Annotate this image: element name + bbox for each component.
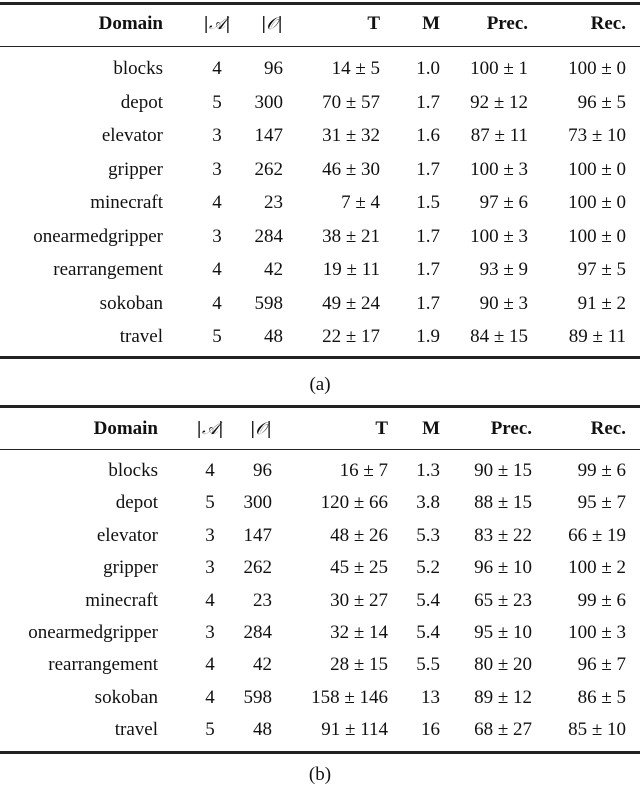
cell-domain: onearmedgripper bbox=[28, 622, 158, 643]
cell-m: 1.5 bbox=[416, 192, 440, 213]
cell-precision: 87 ± 11 bbox=[470, 125, 528, 146]
cell-action-count: 3 bbox=[212, 125, 222, 146]
cell-object-count: 23 bbox=[264, 192, 283, 213]
cell-action-count: 4 bbox=[205, 589, 215, 611]
column-header-action-count: |𝒜| bbox=[196, 419, 224, 439]
column-header-precision: Prec. bbox=[490, 418, 532, 439]
cell-action-count: 5 bbox=[205, 492, 215, 514]
cell-precision: 93 ± 9 bbox=[479, 259, 528, 280]
column-header-recall: Rec. bbox=[590, 13, 626, 34]
cell-action-count: 4 bbox=[212, 292, 222, 314]
cell-time: 49 ± 24 bbox=[322, 292, 380, 314]
cell-precision: 92 ± 12 bbox=[470, 91, 528, 113]
cell-time: 48 ± 26 bbox=[330, 524, 388, 546]
cell-precision: 83 ± 22 bbox=[474, 524, 532, 546]
header-rule bbox=[0, 449, 640, 450]
column-header-precision: Prec. bbox=[486, 13, 528, 34]
cell-time: 31 ± 32 bbox=[322, 125, 380, 146]
cell-object-count: 598 bbox=[254, 292, 283, 314]
cell-domain: minecraft bbox=[85, 589, 158, 611]
cell-object-count: 262 bbox=[254, 158, 283, 180]
cell-recall: 100 ± 0 bbox=[568, 58, 626, 79]
cell-precision: 90 ± 3 bbox=[479, 292, 528, 314]
cell-m: 1.9 bbox=[416, 326, 440, 347]
cell-recall: 100 ± 3 bbox=[568, 622, 626, 643]
table-caption: (b) bbox=[308, 764, 332, 785]
cell-time: 28 ± 15 bbox=[330, 654, 388, 676]
cell-time: 16 ± 7 bbox=[339, 460, 388, 481]
cell-object-count: 96 bbox=[253, 460, 272, 481]
cell-precision: 89 ± 12 bbox=[474, 686, 532, 708]
cell-time: 14 ± 5 bbox=[331, 58, 380, 79]
bottom-rule bbox=[0, 356, 640, 359]
cell-precision: 95 ± 10 bbox=[474, 622, 532, 643]
cell-action-count: 3 bbox=[212, 225, 222, 247]
cell-action-count: 3 bbox=[205, 524, 215, 546]
column-header-m: M bbox=[422, 418, 440, 439]
cell-time: 46 ± 30 bbox=[322, 158, 380, 180]
cell-recall: 95 ± 7 bbox=[577, 492, 626, 514]
cell-time: 45 ± 25 bbox=[330, 557, 388, 579]
cell-precision: 97 ± 6 bbox=[479, 192, 528, 213]
cell-m: 16 bbox=[421, 719, 440, 741]
cell-m: 5.5 bbox=[416, 654, 440, 676]
cell-domain: elevator bbox=[96, 524, 158, 546]
header-rule bbox=[0, 46, 640, 47]
cell-m: 1.7 bbox=[416, 259, 440, 280]
cell-action-count: 4 bbox=[205, 460, 215, 481]
cell-m: 5.3 bbox=[416, 524, 440, 546]
cell-recall: 99 ± 6 bbox=[577, 589, 626, 611]
cell-m: 5.4 bbox=[416, 589, 440, 611]
cell-m: 13 bbox=[421, 686, 440, 708]
cell-m: 1.7 bbox=[416, 225, 440, 247]
cell-time: 158 ± 146 bbox=[311, 686, 388, 708]
column-header-object-count: |𝒪| bbox=[249, 419, 272, 439]
cell-domain: blocks bbox=[113, 58, 163, 79]
cell-domain: rearrangement bbox=[53, 259, 163, 280]
cell-recall: 100 ± 0 bbox=[568, 158, 626, 180]
cell-m: 3.8 bbox=[416, 492, 440, 514]
column-header-time: T bbox=[375, 418, 388, 439]
cell-domain: minecraft bbox=[90, 192, 163, 213]
cell-domain: onearmedgripper bbox=[33, 225, 163, 247]
cell-action-count: 5 bbox=[212, 91, 222, 113]
cell-action-count: 4 bbox=[212, 192, 222, 213]
cell-domain: sokoban bbox=[94, 686, 158, 708]
cell-object-count: 96 bbox=[264, 58, 283, 79]
cell-recall: 91 ± 2 bbox=[577, 292, 626, 314]
cell-object-count: 598 bbox=[243, 686, 272, 708]
cell-recall: 86 ± 5 bbox=[577, 686, 626, 708]
cell-action-count: 4 bbox=[212, 58, 222, 79]
cell-m: 5.4 bbox=[416, 622, 440, 643]
cell-recall: 85 ± 10 bbox=[568, 719, 626, 741]
cell-m: 1.3 bbox=[416, 460, 440, 481]
cell-time: 91 ± 114 bbox=[321, 719, 388, 741]
cell-action-count: 4 bbox=[212, 259, 222, 280]
cell-domain: depot bbox=[115, 492, 158, 514]
cell-m: 1.7 bbox=[416, 292, 440, 314]
cell-object-count: 48 bbox=[253, 719, 272, 741]
column-header-recall: Rec. bbox=[590, 418, 626, 439]
cell-recall: 73 ± 10 bbox=[568, 125, 626, 146]
cell-action-count: 3 bbox=[212, 158, 222, 180]
cell-recall: 96 ± 5 bbox=[577, 91, 626, 113]
cell-domain: rearrangement bbox=[48, 654, 158, 676]
cell-recall: 100 ± 0 bbox=[568, 192, 626, 213]
cell-domain: gripper bbox=[108, 158, 163, 180]
cell-object-count: 147 bbox=[254, 125, 283, 146]
column-header-object-count: |𝒪| bbox=[260, 14, 283, 34]
cell-time: 32 ± 14 bbox=[330, 622, 388, 643]
cell-precision: 100 ± 1 bbox=[470, 58, 528, 79]
column-header-time: T bbox=[367, 13, 380, 34]
cell-object-count: 42 bbox=[264, 259, 283, 280]
cell-object-count: 48 bbox=[264, 326, 283, 347]
cell-action-count: 4 bbox=[205, 654, 215, 676]
column-header-action-count: |𝒜| bbox=[203, 14, 231, 34]
cell-time: 30 ± 27 bbox=[330, 589, 388, 611]
cell-time: 19 ± 11 bbox=[322, 259, 380, 280]
top-rule bbox=[0, 2, 640, 5]
cell-domain: depot bbox=[120, 91, 163, 113]
cell-domain: gripper bbox=[103, 557, 158, 579]
cell-action-count: 3 bbox=[205, 622, 215, 643]
cell-object-count: 300 bbox=[243, 492, 272, 514]
cell-action-count: 3 bbox=[205, 557, 215, 579]
cell-recall: 100 ± 0 bbox=[568, 225, 626, 247]
top-rule bbox=[0, 405, 640, 408]
cell-action-count: 5 bbox=[205, 719, 215, 741]
cell-time: 7 ± 4 bbox=[341, 192, 380, 213]
column-header-domain: Domain bbox=[98, 13, 163, 34]
cell-object-count: 284 bbox=[254, 225, 283, 247]
column-header-m: M bbox=[422, 13, 440, 34]
cell-m: 5.2 bbox=[416, 557, 440, 579]
cell-recall: 96 ± 7 bbox=[577, 654, 626, 676]
column-header-domain: Domain bbox=[93, 418, 158, 439]
cell-m: 1.7 bbox=[416, 91, 440, 113]
cell-precision: 96 ± 10 bbox=[474, 557, 532, 579]
cell-m: 1.6 bbox=[416, 125, 440, 146]
cell-recall: 97 ± 5 bbox=[577, 259, 626, 280]
cell-domain: sokoban bbox=[99, 292, 163, 314]
cell-action-count: 4 bbox=[205, 686, 215, 708]
cell-time: 120 ± 66 bbox=[320, 492, 388, 514]
cell-object-count: 284 bbox=[243, 622, 272, 643]
cell-time: 22 ± 17 bbox=[322, 326, 380, 347]
cell-recall: 99 ± 6 bbox=[577, 460, 626, 481]
bottom-rule bbox=[0, 751, 640, 754]
cell-recall: 66 ± 19 bbox=[568, 524, 626, 546]
cell-object-count: 23 bbox=[253, 589, 272, 611]
cell-precision: 100 ± 3 bbox=[470, 225, 528, 247]
cell-domain: travel bbox=[114, 719, 158, 741]
cell-action-count: 5 bbox=[212, 326, 222, 347]
cell-recall: 89 ± 11 bbox=[568, 326, 626, 347]
cell-recall: 100 ± 2 bbox=[568, 557, 626, 579]
cell-precision: 90 ± 15 bbox=[474, 460, 532, 481]
cell-precision: 100 ± 3 bbox=[470, 158, 528, 180]
cell-time: 38 ± 21 bbox=[322, 225, 380, 247]
cell-m: 1.0 bbox=[416, 58, 440, 79]
cell-time: 70 ± 57 bbox=[322, 91, 380, 113]
cell-precision: 65 ± 23 bbox=[474, 589, 532, 611]
cell-domain: travel bbox=[119, 326, 163, 347]
cell-domain: blocks bbox=[108, 460, 158, 481]
cell-object-count: 300 bbox=[254, 91, 283, 113]
cell-precision: 68 ± 27 bbox=[474, 719, 532, 741]
cell-object-count: 147 bbox=[243, 524, 272, 546]
cell-precision: 88 ± 15 bbox=[474, 492, 532, 514]
cell-domain: elevator bbox=[101, 125, 163, 146]
table-caption: (a) bbox=[309, 374, 331, 395]
cell-precision: 84 ± 15 bbox=[470, 326, 528, 347]
cell-object-count: 262 bbox=[243, 557, 272, 579]
cell-m: 1.7 bbox=[416, 158, 440, 180]
cell-object-count: 42 bbox=[253, 654, 272, 676]
cell-precision: 80 ± 20 bbox=[474, 654, 532, 676]
